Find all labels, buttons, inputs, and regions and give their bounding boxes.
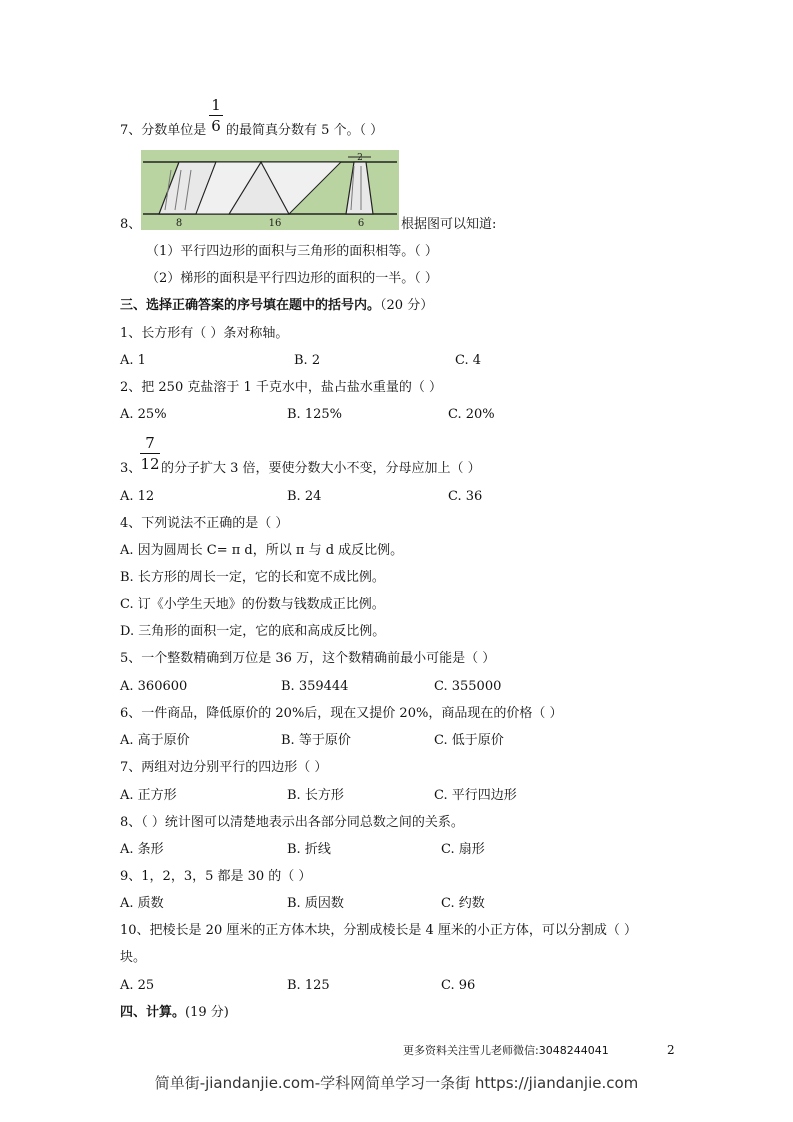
figure-label-top: 2 xyxy=(357,153,363,163)
s3-q1-option-c: C. 4 xyxy=(455,353,482,368)
figure-label-triangle-base: 16 xyxy=(268,218,282,229)
s3-q1-option-b: B. 2 xyxy=(294,353,321,368)
s3-q10-option-b: B. 125 xyxy=(287,978,330,993)
footer-wechat-id: 3048244041 xyxy=(538,1044,609,1057)
s3-q2-text: 2、把 250 克盐溶于 1 千克水中，盐占盐水重量的（ ） xyxy=(120,380,443,395)
s3-q6-option-a: A. 高于原价 xyxy=(120,733,190,748)
s3-q2-option-b: B. 125% xyxy=(287,407,342,422)
s3-q8-option-b: B. 折线 xyxy=(287,842,331,857)
judge-q8-sub2: （2）梯形的面积是平行四边形的面积的一半。（ ） xyxy=(146,271,438,286)
fraction-denominator: 6 xyxy=(211,117,221,135)
s3-q3-option-b: B. 24 xyxy=(287,489,322,504)
site-footer-link[interactable]: 简单街-jiandanjie.com-学科网简单学习一条街 https://jiandanjie.com xyxy=(154,1074,639,1092)
fraction-one-sixth xyxy=(209,96,223,135)
s3-q6-text: 6、一件商品，降低原价的 20%后，现在又提价 20%，商品现在的价格（ ） xyxy=(120,706,563,721)
section4-heading xyxy=(120,1004,229,1022)
judge-q8-suffix: 根据图可以知道: xyxy=(401,217,497,232)
s3-q10-text: 10、把棱长是 20 厘米的正方体木块，分割成棱长是 4 厘米的小正方体，可以分割成（ ） xyxy=(120,923,638,938)
figure-label-parallelogram-base: 8 xyxy=(175,218,183,229)
s3-q4-option-c: C. 订《小学生天地》的份数与钱数成正比例。 xyxy=(120,597,385,612)
fraction-denominator: 12 xyxy=(140,455,160,473)
s3-q1-option-a: A. 1 xyxy=(120,353,146,368)
page-number: 2 xyxy=(667,1043,675,1057)
section3-title: 三、选择正确答案的序号填在题中的括号内。 xyxy=(120,298,381,313)
s3-q5-text: 5、一个整数精确到万位是 36 万，这个数精确前最小可能是（ ） xyxy=(120,651,496,666)
s3-q7-option-a: A. 正方形 xyxy=(120,788,177,803)
s3-q4-option-d: D. 三角形的面积一定，它的底和高成反比例。 xyxy=(120,624,386,639)
s3-q6-option-b: B. 等于原价 xyxy=(281,733,351,748)
s3-q3-prefix: 3、 xyxy=(120,461,142,476)
s3-q8-option-c: C. 扇形 xyxy=(441,842,485,857)
s3-q4-option-b: B. 长方形的周长一定，它的长和宽不成比例。 xyxy=(120,570,385,585)
s3-q10-text-continued: 块。 xyxy=(120,950,147,965)
s3-q4-text: 4、下列说法不正确的是（ ） xyxy=(120,516,289,531)
s3-q6-option-c: C. 低于原价 xyxy=(434,733,504,748)
judge-q8-sub1: （1）平行四边形的面积与三角形的面积相等。（ ） xyxy=(146,244,438,259)
s3-q5-option-a: A. 360600 xyxy=(120,679,188,694)
fraction-numerator: 7 xyxy=(145,434,155,452)
footer-note xyxy=(403,1042,609,1058)
s3-q7-option-c: C. 平行四边形 xyxy=(434,788,517,803)
judge-q8-num: 8、 xyxy=(120,217,142,232)
figure-label-trapezoid-base: 6 xyxy=(357,218,365,229)
s3-q10-option-a: A. 25 xyxy=(120,978,155,993)
s3-q9-option-b: B. 质因数 xyxy=(287,896,344,911)
s3-q9-option-a: A. 质数 xyxy=(120,896,164,911)
s3-q1-text: 1、长方形有（ ）条对称轴。 xyxy=(120,326,289,341)
s3-q3-option-a: A. 12 xyxy=(120,489,155,504)
section3-points: （20 分） xyxy=(380,298,434,313)
s3-q5-option-c: C. 355000 xyxy=(434,679,502,694)
fraction-numerator: 1 xyxy=(211,96,221,114)
s3-q5-option-b: B. 359444 xyxy=(281,679,349,694)
section4-points: (19 分) xyxy=(185,1005,229,1020)
s3-q8-text: 8、（ ）统计图可以清楚地表示出各部分同总数之间的关系。 xyxy=(120,815,464,830)
s3-q7-option-b: B. 长方形 xyxy=(287,788,344,803)
s3-q7-text: 7、两组对边分别平行的四边形（ ） xyxy=(120,760,328,775)
fraction-seven-twelfths xyxy=(140,434,160,473)
s3-q8-option-a: A. 条形 xyxy=(120,842,164,857)
s3-q2-option-a: A. 25% xyxy=(120,407,167,422)
s3-q10-option-c: C. 96 xyxy=(441,978,476,993)
s3-q4-option-a: A. 因为圆周长 C= π d，所以 π 与 d 成反比例。 xyxy=(120,543,404,558)
s3-q2-option-c: C. 20% xyxy=(448,407,495,422)
judge-q7-prefix: 7、分数单位是 xyxy=(120,123,207,138)
s3-q9-option-c: C. 约数 xyxy=(441,896,485,911)
judge-q7-suffix: 的最简真分数有 5 个。（ ） xyxy=(226,123,384,138)
section4-title: 四、计算。 xyxy=(120,1005,186,1020)
s3-q9-text: 9、1，2，3，5 都是 30 的（ ） xyxy=(120,869,312,884)
s3-q3-option-c: C. 36 xyxy=(448,489,483,504)
section3-heading xyxy=(120,297,433,315)
s3-q3-suffix: 的分子扩大 3 倍，要使分数大小不变，分母应加上（ ） xyxy=(161,461,481,476)
parallel-lines-figure xyxy=(141,150,399,230)
footer-note-text: 更多资料关注雪儿老师微信: xyxy=(403,1044,539,1057)
